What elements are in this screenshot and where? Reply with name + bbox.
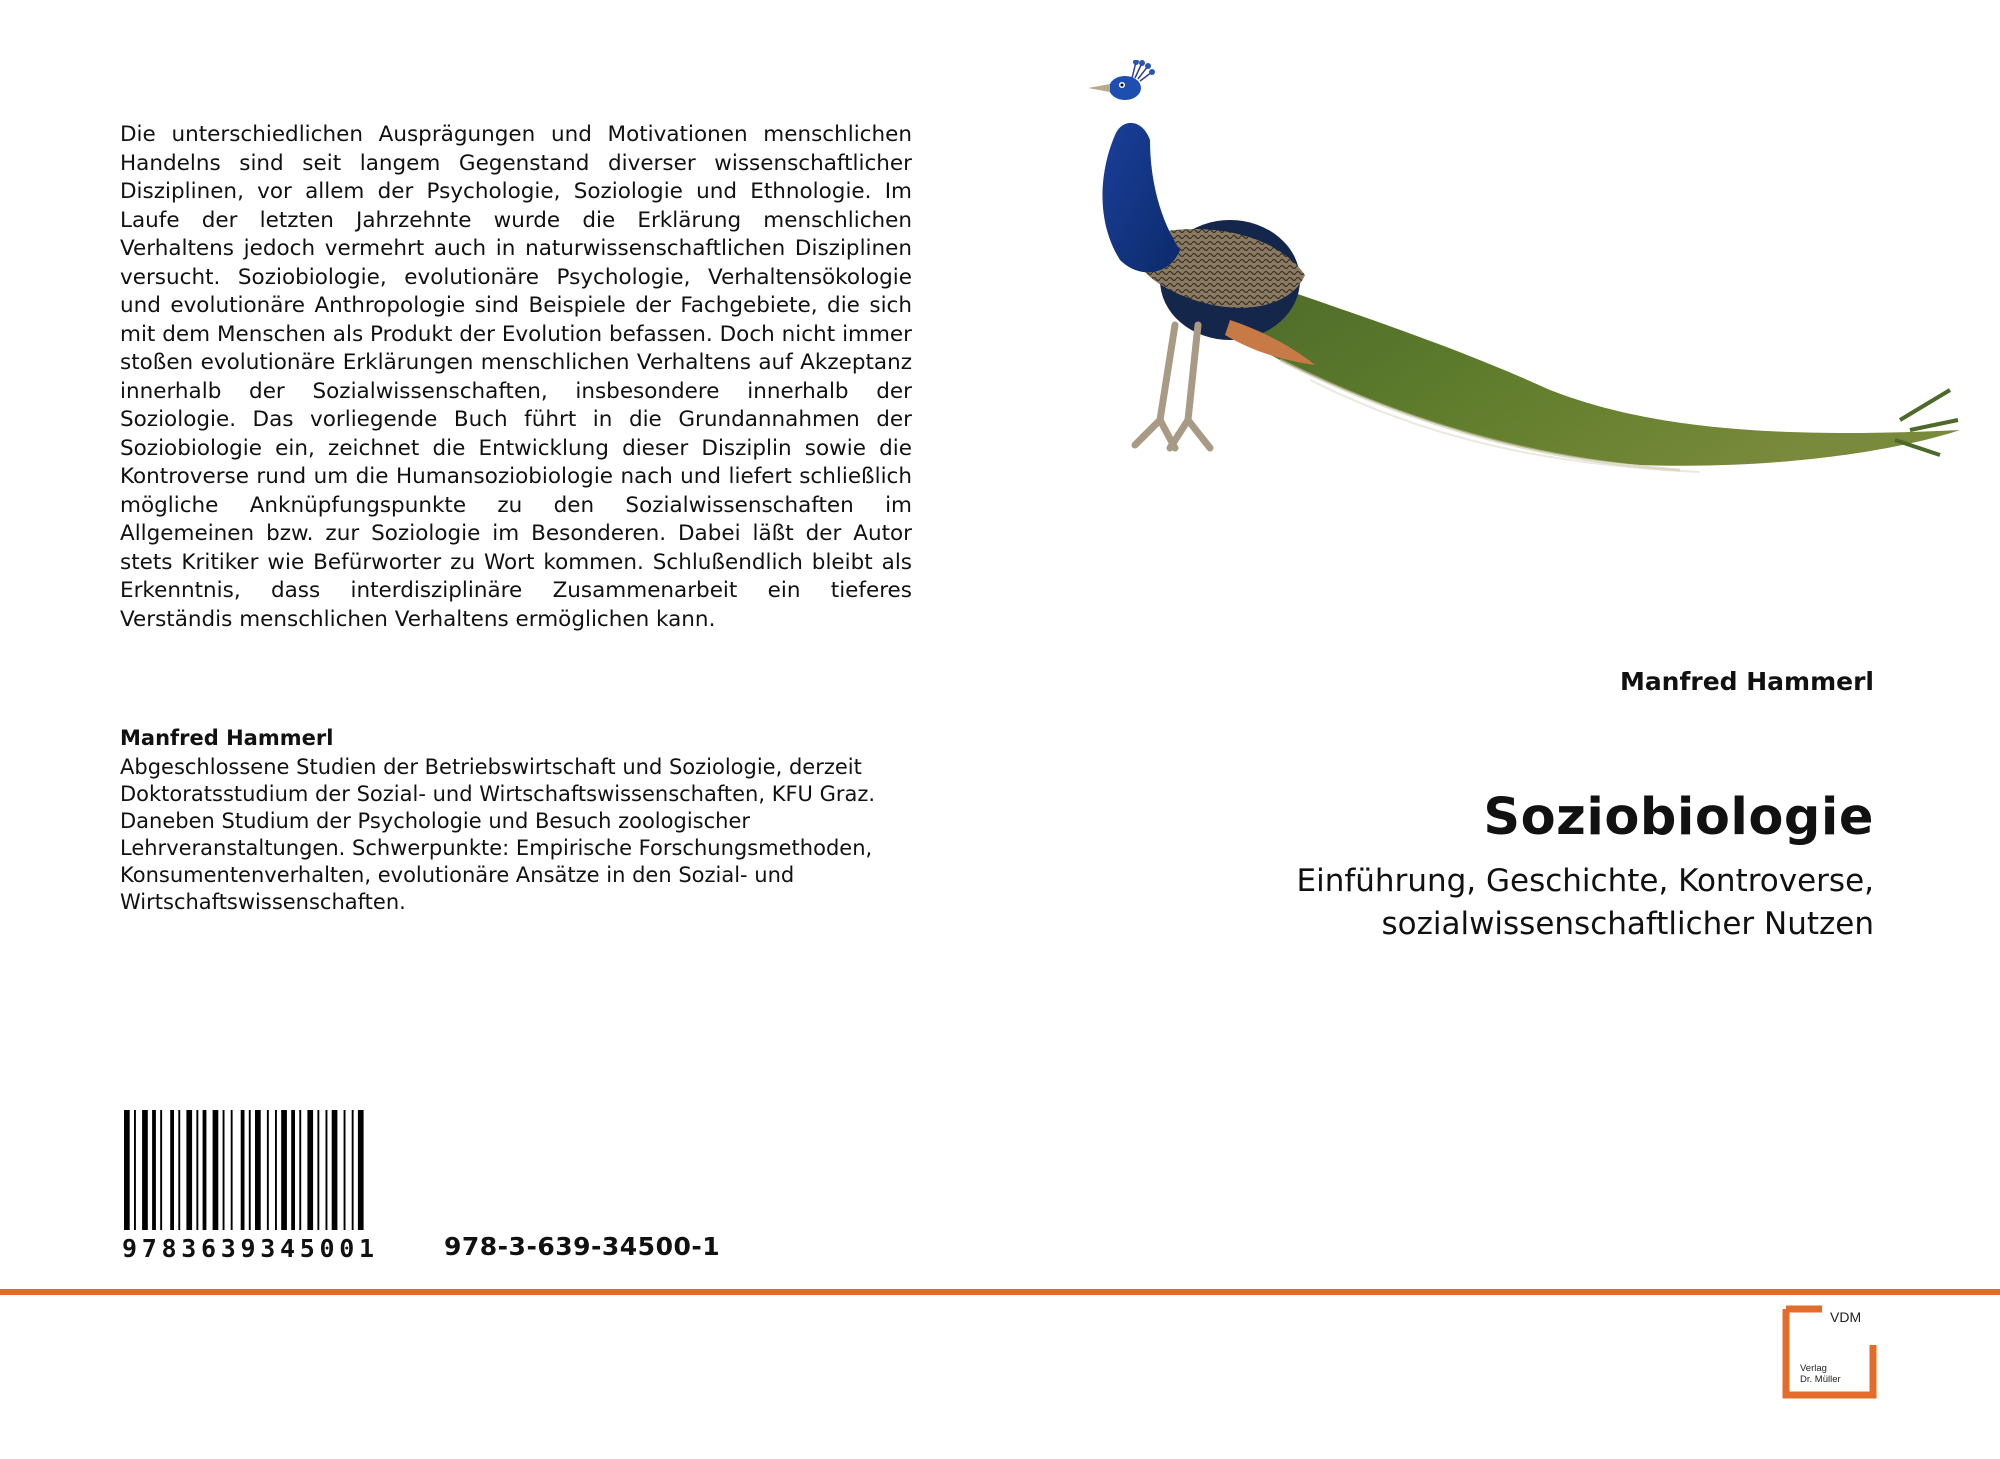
peacock-illustration xyxy=(1080,60,1960,520)
barcode-bar xyxy=(178,1110,180,1230)
barcode-bar xyxy=(358,1110,364,1230)
barcode-bar xyxy=(326,1110,328,1230)
barcode-bar xyxy=(267,1110,269,1230)
barcode-bar xyxy=(223,1110,225,1230)
author-bio-name: Manfred Hammerl xyxy=(120,726,334,750)
barcode-bar xyxy=(241,1110,245,1230)
barcode-bar xyxy=(249,1110,251,1230)
logo-line-1: Verlag xyxy=(1800,1363,1827,1374)
barcode-bar xyxy=(317,1110,319,1230)
book-subtitle xyxy=(1054,860,1874,946)
barcode-digits: 9783639345001 xyxy=(122,1234,379,1263)
peacock-tail xyxy=(1227,270,1960,466)
barcode-bar xyxy=(134,1110,136,1230)
barcode-bar xyxy=(281,1110,287,1230)
barcode-bar xyxy=(170,1110,174,1230)
orange-divider xyxy=(0,1289,2000,1295)
barcode-bar xyxy=(203,1110,207,1230)
book-title: Soziobiologie xyxy=(1483,788,1874,847)
barcode-bar xyxy=(275,1110,277,1230)
barcode-bar xyxy=(152,1110,156,1230)
cover-author: Manfred Hammerl xyxy=(1619,667,1874,696)
subtitle-line-2: sozialwissenschaftlicher Nutzen xyxy=(1381,906,1874,942)
logo-vdm-text: VDM xyxy=(1830,1309,1862,1325)
barcode-bar xyxy=(291,1110,295,1230)
barcode-bar xyxy=(352,1110,354,1230)
isbn-number: 978-3-639-34500-1 xyxy=(444,1232,721,1261)
barcode-bar xyxy=(231,1110,233,1230)
barcode-bar xyxy=(332,1110,338,1230)
author-bio: Abgeschlossene Studien der Betriebswirtschaft und Soziologie, derzeit Doktoratsstudium der Sozial- und Wirtschaftswissenschaften, KFU Graz. Daneben Studium der Psychologie und Besuch zoologischer Lehrveranstaltungen. Schwerpunkte: Empirische Forschungsmethoden, Konsumentenverhalten, evolutionäre Ansätze in den Sozial- und Wirtschaftswissenschaften. xyxy=(120,755,876,914)
publisher-logo xyxy=(1782,1303,1877,1399)
barcode-bar xyxy=(186,1110,192,1230)
barcode-bar xyxy=(307,1110,313,1230)
logo-small-text xyxy=(1800,1363,1841,1385)
subtitle-line-1: Einführung, Geschichte, Kontroverse, xyxy=(1296,863,1874,899)
barcode-bar xyxy=(255,1110,261,1230)
barcode-bar xyxy=(196,1110,198,1230)
barcode-bar xyxy=(160,1110,162,1230)
barcode-bar xyxy=(299,1110,301,1230)
barcode-bar xyxy=(213,1110,219,1230)
back-cover-blurb: Die unterschiedlichen Ausprägungen und Motivationen menschlichen Handelns sind seit langem Gegenstand diverser wissenschaftlicher Disziplinen, vor allem der Psychologie, Soziologie und Ethnologie. Im Laufe der letzten Jahrzehnte wurde die Erklärung menschlichen Verhaltens jedoch vermehrt auch in naturwissenschaftlichen Disziplinen versucht. Soziobiologie, evolutionäre Psychologie, Verhaltensökologie und evolutionäre Anthropologie sind Beispiele der Fachgebiete, die sich mit dem Menschen als Produkt der Evolution befassen. Doch nicht immer stoßen evolutionäre Erklärungen menschlichen Verhaltens auf Akzeptanz innerhalb der Sozialwissenschaften, insbesondere innerhalb der Soziologie. Das vorliegende Buch führt in die Grundannahmen der Soziobiologie ein, zeichnet die Entwicklung dieser Disziplin sowie die Kontroverse rund um die Humansoziobiologie nach und liefert schließlich mögliche Anknüpfungspunkte zu den Sozialwissenschaften im Allgemeinen bzw. zur Soziologie im Besonderen. Dabei läßt der Autor stets Kritiker wie Befürworter zu Wort kommen. Schlußendlich bleibt als Erkenntnis, dass interdisziplinäre Zusammenarbeit ein tieferes Verständis menschlichen Verhaltens ermöglichen kann. xyxy=(120,122,912,632)
barcode-bar xyxy=(124,1110,130,1230)
logo-line-2: Dr. Müller xyxy=(1800,1374,1841,1385)
barcode-bar xyxy=(142,1110,148,1230)
barcode-bar xyxy=(344,1110,346,1230)
